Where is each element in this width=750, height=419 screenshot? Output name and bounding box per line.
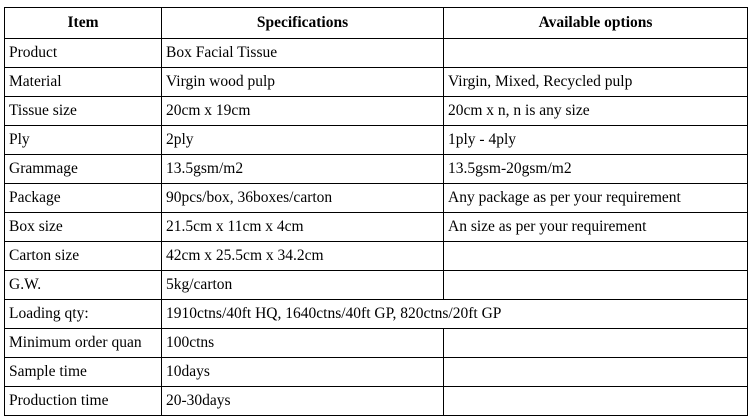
row-item: Package (5, 184, 162, 212)
row-item: Grammage (5, 155, 162, 183)
row-spec: Virgin wood pulp (162, 68, 444, 96)
row-item: Ply (5, 126, 162, 154)
row-spec: 2ply (162, 126, 444, 154)
row-spec: 100ctns (162, 329, 444, 357)
row-options: 1ply - 4ply (448, 131, 517, 148)
spec-table (4, 7, 748, 416)
table-row (5, 329, 747, 358)
table-row (5, 68, 747, 97)
row-item: Minimum order quan (5, 329, 162, 357)
row-item: Tissue size (5, 97, 162, 125)
table-row (5, 387, 747, 415)
row-options (444, 242, 747, 270)
row-item: G.W. (5, 271, 162, 299)
row-spec-merged: 1910ctns/40ft HQ, 1640ctns/40ft GP, 820ctns/20ft GP (166, 305, 502, 322)
row-options: Virgin, Mixed, Recycled pulp (448, 73, 633, 90)
row-item: Carton size (5, 242, 162, 270)
row-item: Sample time (5, 358, 162, 386)
table-row (5, 97, 747, 126)
row-item: Material (5, 68, 162, 96)
row-spec: 13.5gsm/m2 (162, 155, 444, 183)
row-options: Any package as per your requirement (448, 189, 681, 206)
row-options: 13.5gsm-20gsm/m2 (448, 160, 572, 177)
row-spec: 5kg/carton (162, 271, 444, 299)
row-options (444, 39, 747, 67)
table-row (5, 126, 747, 155)
table-row (5, 155, 747, 184)
header-item: Item (5, 8, 162, 38)
table-row (5, 271, 747, 300)
table-row (5, 213, 747, 242)
table-row (5, 184, 747, 213)
row-options: 20cm x n, n is any size (448, 102, 590, 119)
row-options: An size as per your requirement (448, 218, 647, 235)
row-item: Production time (5, 387, 162, 415)
row-options (444, 271, 747, 299)
row-spec: 21.5cm x 11cm x 4cm (162, 213, 444, 241)
row-options (444, 387, 747, 415)
row-item: Product (5, 39, 162, 67)
table-header-row (5, 8, 747, 39)
table-row (5, 358, 747, 387)
row-spec: 42cm x 25.5cm x 34.2cm (162, 242, 444, 270)
header-specifications: Specifications (162, 8, 444, 38)
row-spec: 20-30days (162, 387, 444, 415)
row-item: Box size (5, 213, 162, 241)
row-spec: 10days (162, 358, 444, 386)
row-spec: 20cm x 19cm (162, 97, 444, 125)
row-options (444, 329, 747, 357)
header-available-options: Available options (538, 14, 653, 31)
table-row (5, 242, 747, 271)
row-spec: Box Facial Tissue (162, 39, 444, 67)
row-options (444, 358, 747, 386)
row-item: Loading qty: (5, 300, 162, 328)
table-row (5, 300, 747, 329)
row-spec: 90pcs/box, 36boxes/carton (162, 184, 444, 212)
table-row (5, 39, 747, 68)
